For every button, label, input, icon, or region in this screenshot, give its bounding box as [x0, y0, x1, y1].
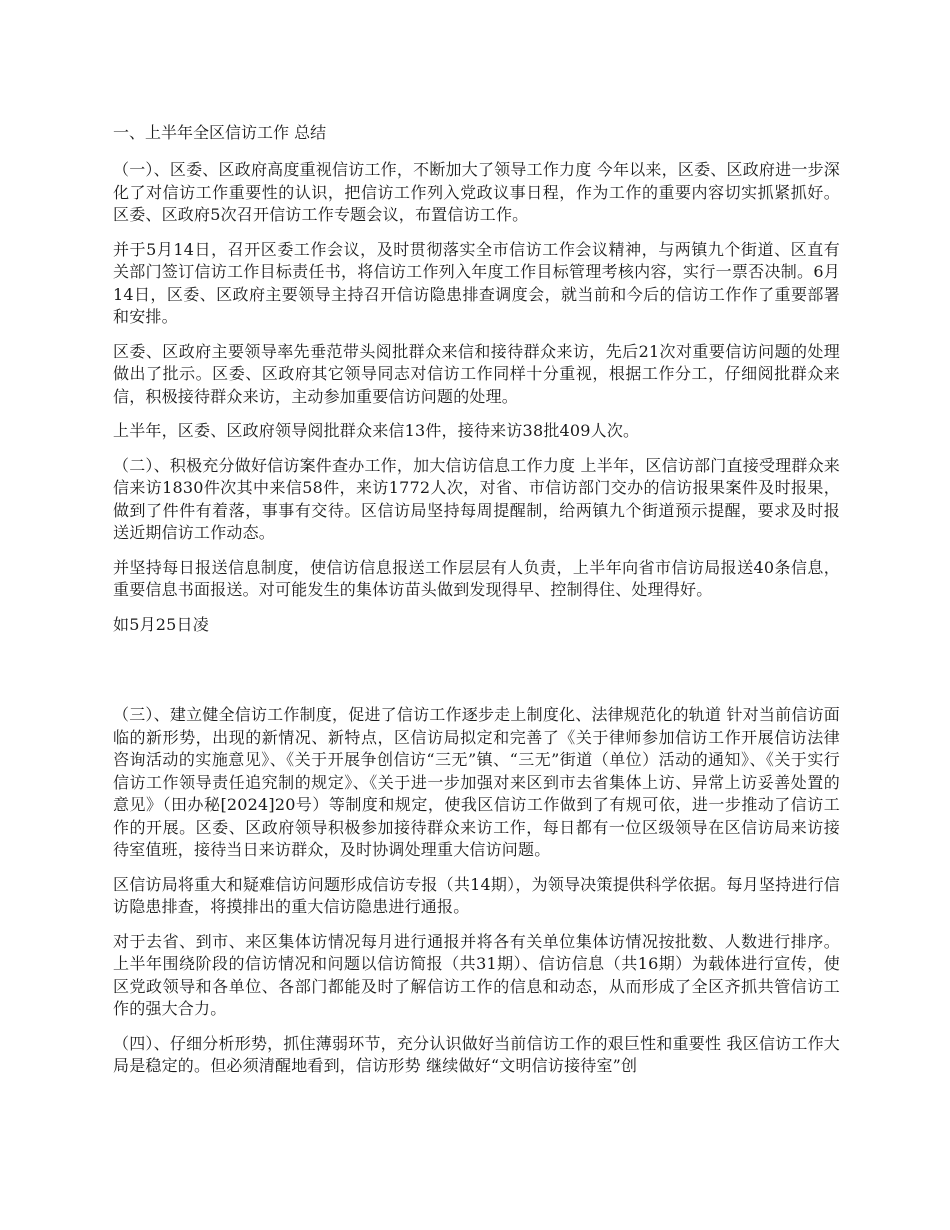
document-title: 一、上半年全区信访工作 总结	[113, 123, 327, 142]
paragraph-section2-2: 区信访局将重大和疑难信访问题形成信访专报（共14期），为领导决策提供科学依据。每月坚持进行信访隐患排查，将摸排出的重大信访隐患进行通报。	[113, 874, 840, 916]
document-page	[113, 121, 840, 1090]
paragraph-section1-6: 并坚持每日报送信息制度，使信访信息报送工作层层有人负责，上半年向省市信访局报送40条信息，重要信息书面报送。对可能发生的集体访苗头做到发现得早、控制得住、处理得好。	[113, 557, 840, 599]
paragraph-section1-3: 区委、区政府主要领导率先垂范带头阅批群众来信和接待群众来访，先后21次对重要信访问题的处理做出了批示。区委、区政府其它领导同志对信访工作同样十分重视，根据工作分工，仔细阅批群众来信，积极接待群众来访，主动参加重要信访问题的处理。	[113, 341, 840, 406]
paragraph-section2-4: （四）、仔细分析形势，抓住薄弱环节，充分认识做好当前信访工作的艰巨性和重要性 我区信访工作大局是稳定的。但必须清醒地看到，信访形势 继续做好“文明信访接待室”创	[113, 1033, 840, 1075]
paragraph-section2-1: （三）、建立健全信访工作制度，促进了信访工作逐步走上制度化、法律规范化的轨道 针对当前信访面临的新形势，出现的新情况、新特点，区信访局拟定和完善了《关于律师参加信访工作开展信访法律咨询活动的实施意见》、《关于开展争创信访“三无”镇、“三无”街道（单位）活动的通知》、《关于实行信访工作领导责任追究制的规定》、《关于进一步加强对来区到市去省集体上访、异常上访妥善处置的意见》（田办秘[2024]20号）等制度和规定，使我区信访工作做到了有规可依，进一步推动了信访工作的开展。区委、区政府领导积极参加接待群众来访工作，每日都有一位区级领导在区信访局来访接待室值班，接待当日来访群众，及时协调处理重大信访问题。	[113, 705, 840, 859]
paragraph-section2-3: 对于去省、到市、来区集体访情况每月进行通报并将各有关单位集体访情况按批数、人数进行排序。上半年围绕阶段的信访情况和问题以信访简报（共31期）、信访信息（共16期）为载体进行宣传，使区党政领导和各单位、各部门都能及时了解信访工作的信息和动态，从而形成了全区齐抓共管信访工作的强大合力。	[113, 931, 840, 1018]
paragraph-section1-4: 上半年，区委、区政府领导阅批群众来信13件，接待来访38批409人次。	[113, 421, 640, 440]
paragraph-section1-5: （二）、积极充分做好信访案件查办工作，加大信访信息工作力度 上半年，区信访部门直接受理群众来信来访1830件次其中来信58件，来访1772人次，对省、市信访部门交办的信访报果案件及时报果，做到了件件有着落，事事有交待。区信访局坚持每周提醒制，给两镇九个街道预示提醒，要求及时报送近期信访工作动态。	[113, 455, 840, 542]
paragraph-section1-7: 如5月25日凌	[113, 614, 209, 634]
paragraph-section1-2: 并于5月14日，召开区委工作会议，及时贯彻落实全市信访工作会议精神，与两镇九个街道、区直有关部门签订信访工作目标责任书，将信访工作列入年度工作目标管理考核内容，实行一票否决制。6月14日，区委、区政府主要领导主持召开信访隐患排查调度会，就当前和今后的信访工作作了重要部署和安排。	[113, 239, 840, 326]
paragraph-section1-1: （一）、区委、区政府高度重视信访工作，不断加大了领导工作力度 今年以来，区委、区政府进一步深化了对信访工作重要性的认识，把信访工作列入党政议事日程，作为工作的重要内容切实抓紧抓好。区委、区政府5次召开信访工作专题会议，布置信访工作。	[113, 160, 840, 224]
section-gap	[113, 648, 840, 704]
